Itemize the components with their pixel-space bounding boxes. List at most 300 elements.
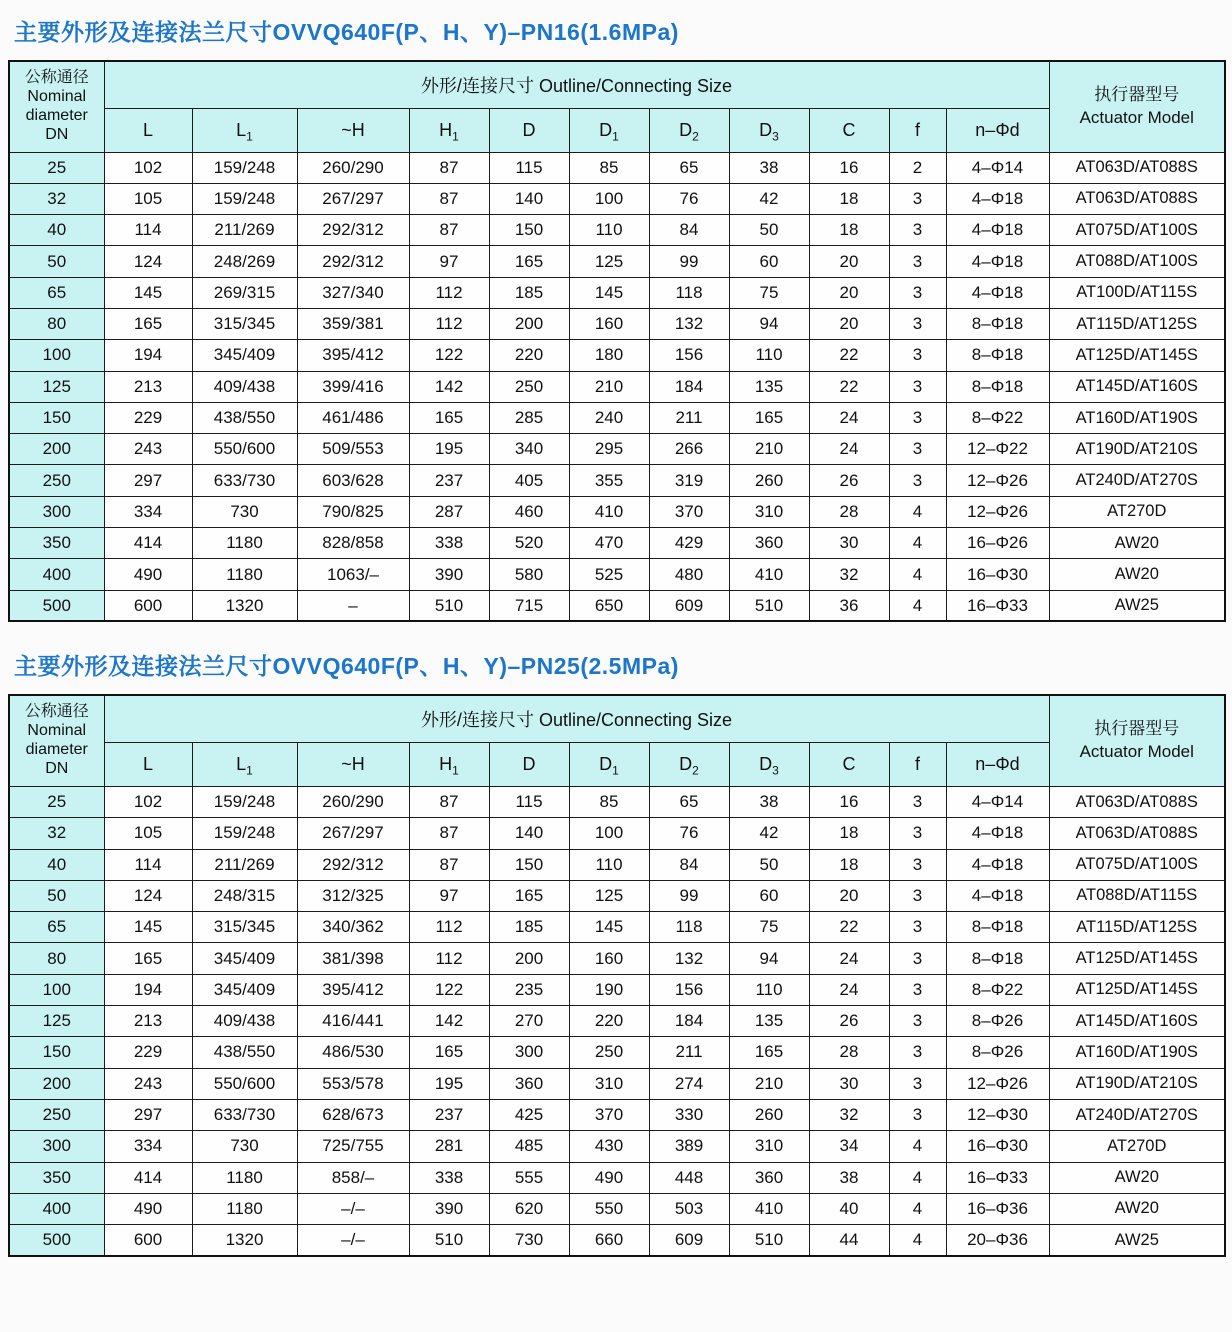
dn-cell: 125	[9, 1006, 104, 1037]
dim-cell: 50	[729, 215, 809, 246]
dim-cell: 399/416	[297, 371, 409, 402]
pn16-section-title: 主要外形及连接法兰尺寸OVVQ640F(P、H、Y)–PN16(1.6MPa)	[14, 19, 679, 45]
dim-cell: 102	[104, 152, 192, 183]
table-row	[9, 434, 1225, 465]
dim-cell: 3	[889, 246, 946, 277]
dim-cell: 8–Φ26	[946, 1037, 1049, 1068]
table-row	[9, 1068, 1225, 1099]
column-header-d: D	[489, 108, 569, 152]
dim-cell: 410	[729, 559, 809, 590]
dim-cell: 438/550	[192, 402, 297, 433]
dn-cell: 400	[9, 559, 104, 590]
dim-cell: 438/550	[192, 1037, 297, 1068]
dim-cell: 287	[409, 496, 489, 527]
dim-cell: 4–Φ18	[946, 818, 1049, 849]
dim-cell: 165	[489, 880, 569, 911]
dim-cell: 124	[104, 880, 192, 911]
dim-cell: 87	[409, 215, 489, 246]
dim-cell: 145	[569, 277, 649, 308]
dim-cell: 22	[809, 912, 889, 943]
column-header-d1: $D_1$	[569, 108, 649, 152]
dim-cell: 22	[809, 371, 889, 402]
dim-cell: 550	[569, 1193, 649, 1224]
dim-cell: 3	[889, 434, 946, 465]
dim-cell: 114	[104, 849, 192, 880]
dim-cell: 16–Φ33	[946, 1162, 1049, 1193]
dim-cell: 8–Φ22	[946, 402, 1049, 433]
dim-cell: 485	[489, 1131, 569, 1162]
dim-cell: 165	[409, 1037, 489, 1068]
dn-cell: 150	[9, 402, 104, 433]
dn-cell: 80	[9, 943, 104, 974]
dim-cell: 24	[809, 943, 889, 974]
dim-cell: 327/340	[297, 277, 409, 308]
dim-cell: 8–Φ18	[946, 308, 1049, 339]
dim-cell: 32	[809, 1099, 889, 1130]
dim-cell: 715	[489, 590, 569, 621]
dim-cell: 94	[729, 943, 809, 974]
dim-cell: 105	[104, 818, 192, 849]
dim-cell: 340	[489, 434, 569, 465]
dim-cell: 16–Φ30	[946, 559, 1049, 590]
dim-cell: 114	[104, 215, 192, 246]
dim-cell: 370	[569, 1099, 649, 1130]
dim-cell: 16	[809, 786, 889, 817]
table-row	[9, 1162, 1225, 1193]
dim-cell: 248/269	[192, 246, 297, 277]
dim-cell: 243	[104, 1068, 192, 1099]
table-row	[9, 974, 1225, 1005]
dim-cell: 60	[729, 246, 809, 277]
dim-cell: 115	[489, 786, 569, 817]
dim-cell: 414	[104, 1162, 192, 1193]
actuator-cell: AT063D/AT088S	[1049, 183, 1225, 214]
table-row	[9, 1006, 1225, 1037]
dim-cell: 145	[569, 912, 649, 943]
dim-cell: 600	[104, 1225, 192, 1256]
dim-cell: 185	[489, 277, 569, 308]
dim-cell: 165	[489, 246, 569, 277]
dim-cell: 99	[649, 246, 729, 277]
dim-cell: 1320	[192, 1225, 297, 1256]
dim-cell: 660	[569, 1225, 649, 1256]
dim-cell: 381/398	[297, 943, 409, 974]
dim-cell: 297	[104, 465, 192, 496]
dim-cell: 160	[569, 308, 649, 339]
dim-cell: 20	[809, 308, 889, 339]
dim-cell: 345/409	[192, 974, 297, 1005]
dim-cell: 16–Φ30	[946, 1131, 1049, 1162]
dim-cell: 132	[649, 308, 729, 339]
actuator-cell: AT115D/AT125S	[1049, 912, 1225, 943]
dim-cell: 330	[649, 1099, 729, 1130]
pn16-section	[0, 14, 1232, 622]
dim-cell: 18	[809, 183, 889, 214]
actuator-cell: AT270D	[1049, 1131, 1225, 1162]
table-row	[9, 1037, 1225, 1068]
actuator-cell: AT125D/AT145S	[1049, 340, 1225, 371]
dim-cell: 87	[409, 786, 489, 817]
dim-cell: 30	[809, 1068, 889, 1099]
dim-cell: 4–Φ18	[946, 183, 1049, 214]
dim-cell: 300	[489, 1037, 569, 1068]
actuator-cell: AT100D/AT115S	[1049, 277, 1225, 308]
dn-cell: 32	[9, 818, 104, 849]
dim-cell: 1320	[192, 590, 297, 621]
dim-cell: 3	[889, 308, 946, 339]
dim-cell: 200	[489, 308, 569, 339]
dim-cell: 213	[104, 1006, 192, 1037]
dim-cell: 210	[729, 434, 809, 465]
dim-cell: 3	[889, 786, 946, 817]
dn-cell: 200	[9, 1068, 104, 1099]
dim-cell: 725/755	[297, 1131, 409, 1162]
dim-cell: 285	[489, 402, 569, 433]
dim-cell: 410	[729, 1193, 809, 1224]
column-header-d1: $D_1$	[569, 742, 649, 786]
column-header-h1: $H_1$	[409, 108, 489, 152]
dim-cell: 20–Φ36	[946, 1225, 1049, 1256]
dim-cell: 490	[569, 1162, 649, 1193]
dim-cell: 266	[649, 434, 729, 465]
table-row	[9, 277, 1225, 308]
column-header-nd: n–Φd	[946, 742, 1049, 786]
pn25-table-body	[9, 786, 1225, 1255]
dim-cell: 3	[889, 849, 946, 880]
dim-cell: 112	[409, 912, 489, 943]
table-row	[9, 559, 1225, 590]
dim-cell: 4	[889, 1131, 946, 1162]
dim-cell: 210	[569, 371, 649, 402]
dim-cell: 260	[729, 1099, 809, 1130]
column-header-d2: $D_2$	[649, 742, 729, 786]
dim-cell: 292/312	[297, 215, 409, 246]
dim-cell: 24	[809, 402, 889, 433]
dim-cell: 87	[409, 183, 489, 214]
dim-cell: 110	[569, 215, 649, 246]
actuator-cell: AW25	[1049, 590, 1225, 621]
dn-cell: 350	[9, 528, 104, 559]
dim-cell: 260	[729, 465, 809, 496]
dim-cell: 416/441	[297, 1006, 409, 1037]
column-header-f: f	[889, 108, 946, 152]
dim-cell: 190	[569, 974, 649, 1005]
actuator-cell: AW20	[1049, 1193, 1225, 1224]
dim-cell: 16–Φ33	[946, 590, 1049, 621]
dim-cell: 3	[889, 465, 946, 496]
dim-cell: 650	[569, 590, 649, 621]
dim-cell: 18	[809, 215, 889, 246]
pn16-dimension-table	[8, 60, 1226, 622]
dim-cell: 395/412	[297, 974, 409, 1005]
actuator-cell: AW20	[1049, 559, 1225, 590]
column-header-h: ~H	[297, 108, 409, 152]
actuator-cell: AT063D/AT088S	[1049, 786, 1225, 817]
dim-cell: 36	[809, 590, 889, 621]
dimension-columns-row	[9, 108, 1225, 152]
dim-cell: 26	[809, 465, 889, 496]
dim-cell: 156	[649, 974, 729, 1005]
dim-cell: 8–Φ26	[946, 1006, 1049, 1037]
dim-cell: 553/578	[297, 1068, 409, 1099]
column-header-l1: $L_1$	[192, 108, 297, 152]
dim-cell: 150	[489, 849, 569, 880]
dim-cell: 112	[409, 277, 489, 308]
table-row	[9, 496, 1225, 527]
dim-cell: 12–Φ26	[946, 465, 1049, 496]
dn-cell: 250	[9, 1099, 104, 1130]
dim-cell: 8–Φ18	[946, 340, 1049, 371]
dim-cell: 211	[649, 1037, 729, 1068]
dim-cell: 390	[409, 559, 489, 590]
dn-cell: 125	[9, 371, 104, 402]
dim-cell: 165	[104, 308, 192, 339]
table-row	[9, 1225, 1225, 1256]
dim-cell: 159/248	[192, 152, 297, 183]
dim-cell: 510	[409, 1225, 489, 1256]
dim-cell: –	[297, 590, 409, 621]
actuator-cell: AT160D/AT190S	[1049, 1037, 1225, 1068]
dim-cell: 32	[809, 559, 889, 590]
dim-cell: 345/409	[192, 943, 297, 974]
dim-cell: 270	[489, 1006, 569, 1037]
dim-cell: 395/412	[297, 340, 409, 371]
table-row	[9, 880, 1225, 911]
dim-cell: 550/600	[192, 434, 297, 465]
dim-cell: 250	[489, 371, 569, 402]
dim-cell: 243	[104, 434, 192, 465]
actuator-cell: AW25	[1049, 1225, 1225, 1256]
dim-cell: 8–Φ18	[946, 943, 1049, 974]
dim-cell: 194	[104, 974, 192, 1005]
dim-cell: 16	[809, 152, 889, 183]
actuator-cell: AT145D/AT160S	[1049, 371, 1225, 402]
table-row	[9, 1193, 1225, 1224]
dn-cell: 300	[9, 496, 104, 527]
dim-cell: 28	[809, 1037, 889, 1068]
dim-cell: 18	[809, 818, 889, 849]
dim-cell: 510	[729, 1225, 809, 1256]
dim-cell: 3	[889, 1068, 946, 1099]
dim-cell: 448	[649, 1162, 729, 1193]
dim-cell: 633/730	[192, 465, 297, 496]
dim-cell: 3	[889, 1006, 946, 1037]
dim-cell: 4	[889, 559, 946, 590]
dim-cell: 345/409	[192, 340, 297, 371]
table-row	[9, 246, 1225, 277]
dim-cell: 84	[649, 215, 729, 246]
dim-cell: 292/312	[297, 849, 409, 880]
dim-cell: 509/553	[297, 434, 409, 465]
dim-cell: 4–Φ14	[946, 152, 1049, 183]
dim-cell: 237	[409, 465, 489, 496]
actuator-cell: AT063D/AT088S	[1049, 152, 1225, 183]
actuator-cell: AT190D/AT210S	[1049, 1068, 1225, 1099]
dim-cell: 97	[409, 880, 489, 911]
dim-cell: 550/600	[192, 1068, 297, 1099]
dim-cell: 18	[809, 849, 889, 880]
dim-cell: 360	[489, 1068, 569, 1099]
dim-cell: 16–Φ36	[946, 1193, 1049, 1224]
dn-cell: 350	[9, 1162, 104, 1193]
column-header-nd: n–Φd	[946, 108, 1049, 152]
nominal-diameter-header: 公称通径 Nominal diameter DN	[9, 695, 104, 786]
dim-cell: 310	[729, 496, 809, 527]
dim-cell: 828/858	[297, 528, 409, 559]
dim-cell: 510	[729, 590, 809, 621]
dim-cell: 220	[489, 340, 569, 371]
dim-cell: 355	[569, 465, 649, 496]
dim-cell: 297	[104, 1099, 192, 1130]
dim-cell: 142	[409, 1006, 489, 1037]
column-header-d2: $D_2$	[649, 108, 729, 152]
table-row	[9, 786, 1225, 817]
dim-cell: 229	[104, 1037, 192, 1068]
dim-cell: 1063/–	[297, 559, 409, 590]
dim-cell: 99	[649, 880, 729, 911]
dim-cell: 112	[409, 308, 489, 339]
table-row	[9, 818, 1225, 849]
dim-cell: 790/825	[297, 496, 409, 527]
dim-cell: 150	[489, 215, 569, 246]
dim-cell: 2	[889, 152, 946, 183]
dim-cell: 184	[649, 1006, 729, 1037]
actuator-cell: AT075D/AT100S	[1049, 849, 1225, 880]
dim-cell: 195	[409, 434, 489, 465]
column-header-d3: $D_3$	[729, 108, 809, 152]
dimension-columns-row	[9, 742, 1225, 786]
table-row	[9, 465, 1225, 496]
dim-cell: 145	[104, 277, 192, 308]
dim-cell: 22	[809, 340, 889, 371]
dim-cell: 20	[809, 277, 889, 308]
dim-cell: 4–Φ18	[946, 277, 1049, 308]
dn-cell: 100	[9, 340, 104, 371]
dim-cell: 3	[889, 818, 946, 849]
dim-cell: 105	[104, 183, 192, 214]
dim-cell: 229	[104, 402, 192, 433]
dim-cell: 609	[649, 590, 729, 621]
dim-cell: 730	[489, 1225, 569, 1256]
table-row	[9, 849, 1225, 880]
dim-cell: 124	[104, 246, 192, 277]
dim-cell: 250	[569, 1037, 649, 1068]
table-row	[9, 943, 1225, 974]
dim-cell: 281	[409, 1131, 489, 1162]
dim-cell: 110	[569, 849, 649, 880]
outline-connecting-size-header: 外形/连接尺寸 Outline/Connecting Size	[104, 61, 1049, 108]
column-header-d: D	[489, 742, 569, 786]
dim-cell: 295	[569, 434, 649, 465]
dim-cell: 140	[489, 183, 569, 214]
table-row	[9, 371, 1225, 402]
dim-cell: 100	[569, 818, 649, 849]
dim-cell: –/–	[297, 1225, 409, 1256]
dim-cell: 315/345	[192, 308, 297, 339]
dim-cell: 24	[809, 974, 889, 1005]
dim-cell: 60	[729, 880, 809, 911]
dim-cell: 85	[569, 152, 649, 183]
actuator-cell: AT240D/AT270S	[1049, 1099, 1225, 1130]
dim-cell: 510	[409, 590, 489, 621]
dim-cell: 40	[809, 1193, 889, 1224]
column-header-c: C	[809, 108, 889, 152]
dim-cell: 360	[729, 528, 809, 559]
dim-cell: 115	[489, 152, 569, 183]
dim-cell: 628/673	[297, 1099, 409, 1130]
dim-cell: 4	[889, 1193, 946, 1224]
dim-cell: 12–Φ26	[946, 496, 1049, 527]
dim-cell: 102	[104, 786, 192, 817]
dim-cell: 555	[489, 1162, 569, 1193]
actuator-cell: AT270D	[1049, 496, 1225, 527]
dim-cell: 267/297	[297, 818, 409, 849]
dim-cell: 118	[649, 912, 729, 943]
table-row	[9, 402, 1225, 433]
dim-cell: 110	[729, 340, 809, 371]
dn-cell: 40	[9, 849, 104, 880]
dim-cell: 730	[192, 1131, 297, 1162]
dim-cell: 334	[104, 496, 192, 527]
dim-cell: 3	[889, 974, 946, 1005]
dim-cell: 3	[889, 943, 946, 974]
dim-cell: 156	[649, 340, 729, 371]
dim-cell: 195	[409, 1068, 489, 1099]
dim-cell: 4–Φ18	[946, 849, 1049, 880]
dim-cell: 118	[649, 277, 729, 308]
dim-cell: 3	[889, 371, 946, 402]
dim-cell: 410	[569, 496, 649, 527]
dim-cell: 135	[729, 1006, 809, 1037]
dim-cell: 122	[409, 974, 489, 1005]
dim-cell: 603/628	[297, 465, 409, 496]
dim-cell: 340/362	[297, 912, 409, 943]
dim-cell: 159/248	[192, 183, 297, 214]
dim-cell: 180	[569, 340, 649, 371]
table-row	[9, 340, 1225, 371]
dim-cell: 159/248	[192, 818, 297, 849]
dim-cell: 490	[104, 1193, 192, 1224]
dim-cell: 87	[409, 818, 489, 849]
column-header-l1: $L_1$	[192, 742, 297, 786]
dim-cell: 235	[489, 974, 569, 1005]
dim-cell: 274	[649, 1068, 729, 1099]
dim-cell: 490	[104, 559, 192, 590]
dim-cell: 87	[409, 849, 489, 880]
dim-cell: 414	[104, 528, 192, 559]
dn-cell: 40	[9, 215, 104, 246]
dim-cell: 65	[649, 786, 729, 817]
dn-cell: 80	[9, 308, 104, 339]
dim-cell: 520	[489, 528, 569, 559]
dim-cell: 3	[889, 183, 946, 214]
dim-cell: 334	[104, 1131, 192, 1162]
dim-cell: 390	[409, 1193, 489, 1224]
table-row	[9, 528, 1225, 559]
dim-cell: 75	[729, 912, 809, 943]
dim-cell: 8–Φ22	[946, 974, 1049, 1005]
dim-cell: 38	[729, 152, 809, 183]
column-header-l: L	[104, 108, 192, 152]
pn25-section	[0, 648, 1232, 1256]
dim-cell: 580	[489, 559, 569, 590]
dim-cell: 338	[409, 1162, 489, 1193]
dim-cell: –/–	[297, 1193, 409, 1224]
dn-cell: 500	[9, 1225, 104, 1256]
dim-cell: 12–Φ30	[946, 1099, 1049, 1130]
table-row	[9, 1099, 1225, 1130]
dim-cell: 38	[729, 786, 809, 817]
